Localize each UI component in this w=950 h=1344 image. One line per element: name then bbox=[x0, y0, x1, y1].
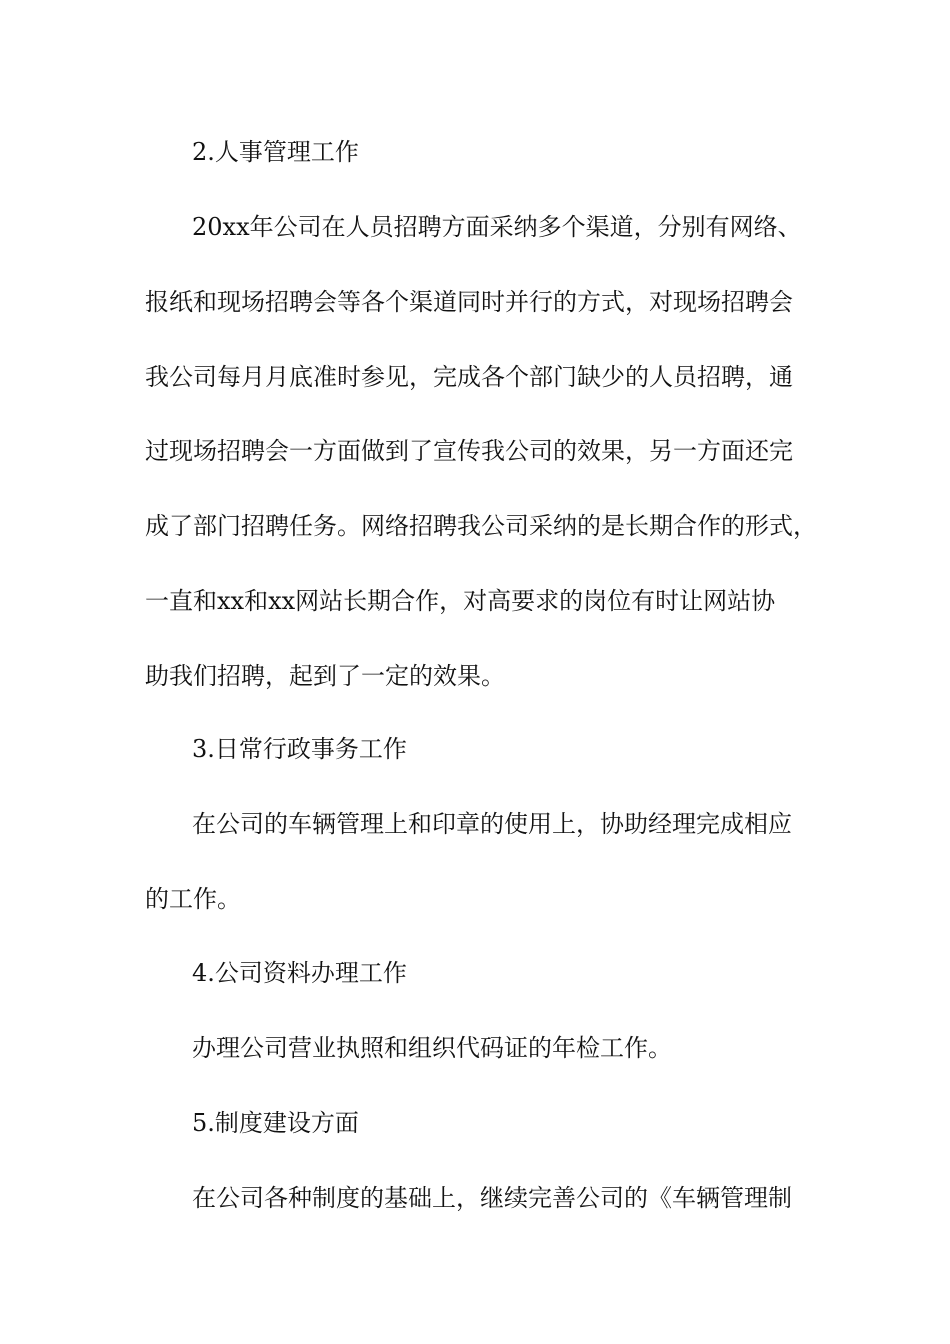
paragraph-line: 的工作。 bbox=[145, 885, 241, 913]
paragraph-line: 在公司的车辆管理上和印章的使用上，协助经理完成相应 bbox=[192, 810, 792, 838]
section-heading-administration: 3.日常行政事务工作 bbox=[192, 735, 407, 763]
paragraph-line: 助我们招聘，起到了一定的效果。 bbox=[145, 662, 505, 690]
paragraph-line: 在公司各种制度的基础上，继续完善公司的《车辆管理制 bbox=[192, 1184, 792, 1212]
paragraph-line: 成了部门招聘任务。网络招聘我公司采纳的是长期合作的形式， bbox=[145, 512, 817, 540]
paragraph-line: 过现场招聘会一方面做到了宣传我公司的效果，另一方面还完 bbox=[145, 437, 793, 465]
paragraph-line: 一直和xx和xx网站长期合作，对高要求的岗位有时让网站协 bbox=[145, 587, 776, 615]
section-heading-policies: 5.制度建设方面 bbox=[192, 1109, 359, 1137]
paragraph-line: 20xx年公司在人员招聘方面采纳多个渠道，分别有网络、 bbox=[192, 213, 802, 241]
paragraph-line: 我公司每月月底准时参见，完成各个部门缺少的人员招聘，通 bbox=[145, 363, 793, 391]
paragraph-line: 报纸和现场招聘会等各个渠道同时并行的方式，对现场招聘会 bbox=[145, 288, 793, 316]
section-heading-personnel: 2.人事管理工作 bbox=[192, 138, 359, 166]
section-heading-documents: 4.公司资料办理工作 bbox=[192, 959, 407, 987]
paragraph-line: 办理公司营业执照和组织代码证的年检工作。 bbox=[192, 1034, 672, 1062]
